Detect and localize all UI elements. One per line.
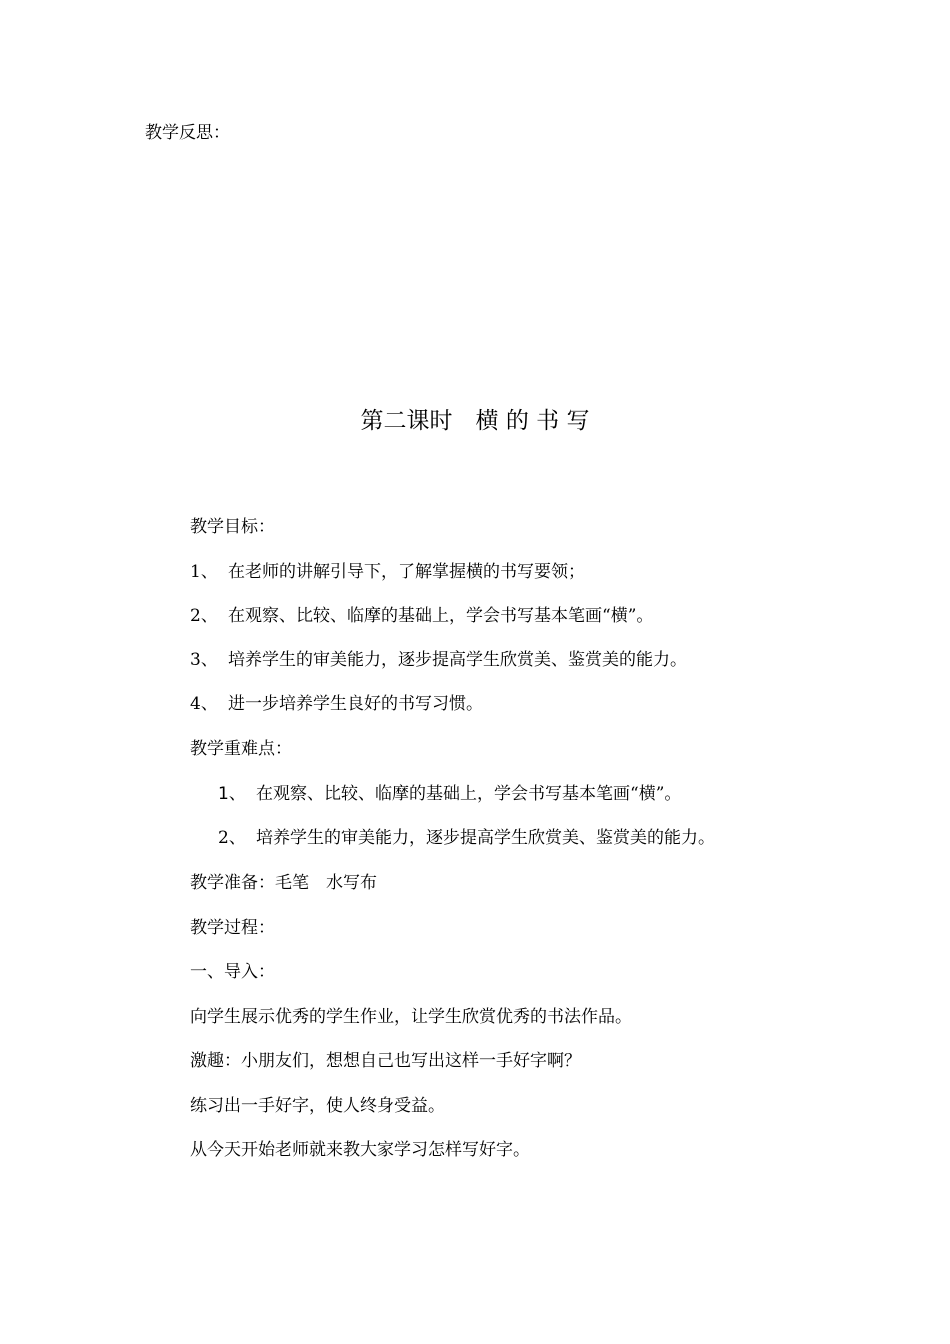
objective-text: 在老师的讲解引导下，了解掌握横的书写要领； <box>228 562 585 582</box>
objective-number: 4、 <box>190 694 218 714</box>
intro-line: 激趣：小朋友们，想想自己也写出这样一手好字啊？ <box>190 1051 581 1071</box>
objectives-heading: 教学目标： <box>190 517 275 537</box>
reflection-heading: 教学反思： <box>145 123 230 143</box>
objective-item <box>190 604 653 628</box>
key-point-text: 培养学生的审美能力，逐步提高学生欣赏美、鉴赏美的能力。 <box>256 828 715 848</box>
key-points-heading: 教学重难点： <box>190 739 292 759</box>
intro-line: 练习出一手好字，使人终身受益。 <box>190 1096 445 1116</box>
lesson-title: 第二课时 横 的 书 写 <box>360 408 590 434</box>
key-point-item <box>218 826 715 850</box>
key-point-number: 2、 <box>218 828 246 848</box>
process-heading: 教学过程： <box>190 918 275 938</box>
intro-line: 向学生展示优秀的学生作业，让学生欣赏优秀的书法作品。 <box>190 1007 632 1027</box>
intro-line: 从今天开始老师就来教大家学习怎样写好字。 <box>190 1140 530 1160</box>
key-point-number: 1、 <box>218 784 246 804</box>
key-point-text: 在观察、比较、临摩的基础上，学会书写基本笔画“横”。 <box>256 784 682 804</box>
preparation-line: 教学准备：毛笔 水写布 <box>190 873 377 893</box>
objective-item <box>190 692 483 716</box>
objective-text: 培养学生的审美能力，逐步提高学生欣赏美、鉴赏美的能力。 <box>228 650 687 670</box>
objective-item <box>190 648 687 672</box>
key-point-item <box>218 782 681 806</box>
objective-item <box>190 560 585 584</box>
intro-heading: 一、导入： <box>190 962 275 982</box>
objective-number: 1、 <box>190 562 218 582</box>
objective-text: 在观察、比较、临摩的基础上，学会书写基本笔画“横”。 <box>228 606 654 626</box>
objective-number: 3、 <box>190 650 218 670</box>
objective-number: 2、 <box>190 606 218 626</box>
objective-text: 进一步培养学生良好的书写习惯。 <box>228 694 483 714</box>
